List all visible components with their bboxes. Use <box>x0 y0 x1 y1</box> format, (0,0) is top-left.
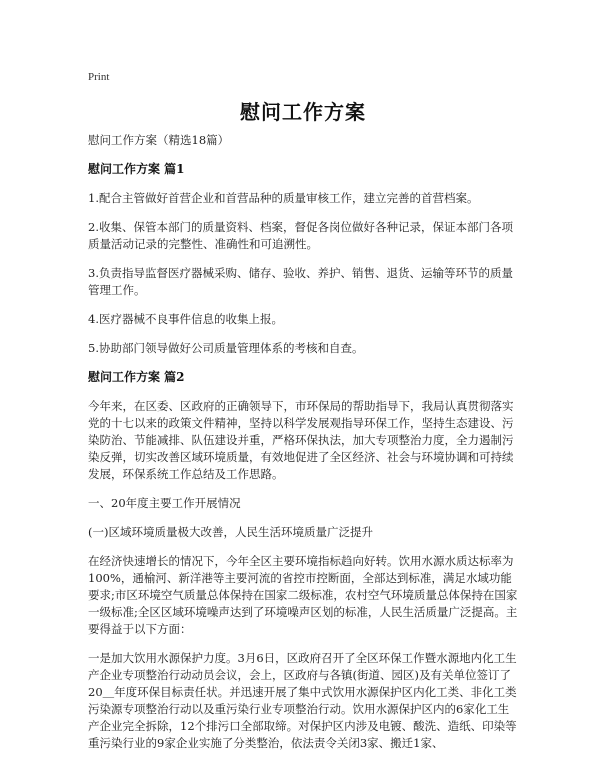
section-heading-2: 慰问工作方案 篇2 <box>88 370 185 384</box>
list-item: 5.协助部门领导做好公司质量管理体系的考核和自查。 <box>88 341 364 355</box>
paragraph: 今年来，在区委、区政府的正确领导下，市环保局的帮助指导下，我局认真贯彻落实党的十七以来的政策文件精神，坚持以科学发展观指导环保工作，坚持生态建设、污染防治、节能减排、队伍建设并重，严格环保执法，加大专项整治力度，全力遏制污染反弹，切实改善区域环境质量，有效地促进了全区经济、社会与环境协调和可持续发展，环保系统工作总结及工作思路。 <box>88 399 514 481</box>
print-label[interactable]: Print <box>88 71 110 83</box>
section-heading-1: 慰问工作方案 篇1 <box>88 162 185 176</box>
paragraph: (一)区域环境质量极大改善，人民生活环境质量广泛提升 <box>88 525 373 539</box>
paragraph: 在经济快速增长的情况下，今年全区主要环境指标趋向好转。饮用水源水质达标率为100%，通榆河、新洋港等主要河流的省控市控断面，全部达到标准，满足水域功能要求;市区环境空气质量总体保持在国家二级标准，农村空气环境质量总体保持在国家一级标准;全区区域环境噪声达到了环境噪声区划的标准，人民生活质量广泛提高。主要得益于以下方面： <box>88 554 518 636</box>
paragraph: 一、20年度主要工作开展情况 <box>88 496 241 510</box>
paragraph: 一是加大饮用水源保护力度。3月6日，区政府召开了全区环保工作暨水源地内化工生产企业专项整治行动动员会议，会上，区政府与各镇(街道、园区)及有关单位签订了20＿年度环保目标责任状。并迅速开展了集中式饮用水源保护区内化工类、非化工类污染源专项整治行动以及重污染行业专项整治行动。饮用水源保护区内的6家化工生产企业完全拆除，12个排污口全部取缔。对保护区内涉及电镀、酸洗、造纸、印染等重污染行业的9家企业实施了分类整治，依法责令关闭3家、搬迁1家、 <box>88 651 517 750</box>
list-item: 2.收集、保管本部门的质量资料、档案，督促各岗位做好各种记录，保证本部门各项质量活动记录的完整性、准确性和可追溯性。 <box>88 220 513 251</box>
page-title: 慰问工作方案 <box>240 100 366 124</box>
list-item: 4.医疗器械不良事件信息的收集上报。 <box>88 312 283 326</box>
list-item: 1.配合主管做好首营企业和首营品种的质量审核工作，建立完善的首营档案。 <box>88 191 479 205</box>
list-item: 3.负责指导监督医疗器械采购、储存、验收、养护、销售、退货、运输等环节的质量管理工作。 <box>88 266 513 297</box>
document-subtitle: 慰问工作方案（精选18篇） <box>88 133 230 147</box>
document-body <box>88 132 518 764</box>
